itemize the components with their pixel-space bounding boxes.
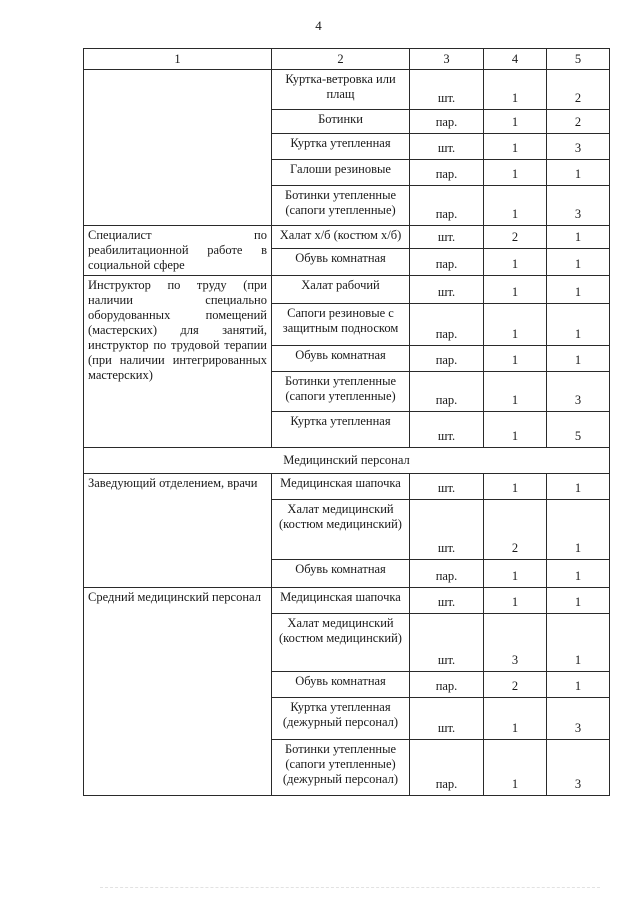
item-name-cell: Халат х/б (костюм х/б) — [272, 226, 410, 249]
unit-cell: пар. — [410, 110, 484, 134]
item-name-cell: Куртка утепленная — [272, 134, 410, 160]
term-cell: 1 — [547, 276, 610, 304]
unit-cell: пар. — [410, 304, 484, 346]
unit-cell: шт. — [410, 226, 484, 249]
item-name-cell: Обувь комнатная — [272, 346, 410, 372]
term-cell: 1 — [547, 500, 610, 560]
unit-cell: шт. — [410, 698, 484, 740]
unit-cell: пар. — [410, 249, 484, 276]
position-cell: Средний медицинский персонал — [84, 588, 272, 796]
quantity-cell: 1 — [484, 474, 547, 500]
term-cell: 1 — [547, 672, 610, 698]
item-name-cell: Куртка утепленная — [272, 412, 410, 448]
term-cell: 3 — [547, 134, 610, 160]
clothing-norms-table — [83, 48, 610, 796]
unit-cell: пар. — [410, 672, 484, 698]
quantity-cell: 2 — [484, 500, 547, 560]
term-cell: 5 — [547, 412, 610, 448]
unit-cell: шт. — [410, 276, 484, 304]
quantity-cell: 1 — [484, 110, 547, 134]
position-cell — [84, 70, 272, 226]
unit-cell: пар. — [410, 346, 484, 372]
item-name-cell: Ботинки утепленные (сапоги утепленные) — [272, 186, 410, 226]
term-cell: 1 — [547, 588, 610, 614]
table-row — [84, 588, 610, 614]
unit-cell: пар. — [410, 372, 484, 412]
unit-cell: шт. — [410, 614, 484, 672]
term-cell: 1 — [547, 160, 610, 186]
table-row — [84, 226, 610, 249]
term-cell: 1 — [547, 560, 610, 588]
position-cell: Инструктор по труду (при наличии специально оборудованных помещений (мастерских) для занятий, инструктор по трудовой терапии (при наличии интегрированных мастерских) — [84, 276, 272, 448]
quantity-cell: 3 — [484, 614, 547, 672]
table-row — [84, 474, 610, 500]
quantity-cell: 1 — [484, 186, 547, 226]
item-name-cell: Обувь комнатная — [272, 672, 410, 698]
term-cell: 3 — [547, 698, 610, 740]
term-cell: 3 — [547, 740, 610, 796]
section-title: Медицинский персонал — [84, 448, 610, 474]
item-name-cell: Халат рабочий — [272, 276, 410, 304]
item-name-cell: Медицинская шапочка — [272, 588, 410, 614]
unit-cell: шт. — [410, 134, 484, 160]
position-cell: Специалист по реабилитационной работе в социальной сфере — [84, 226, 272, 276]
term-cell: 2 — [547, 70, 610, 110]
item-name-cell: Халат медицинский (костюм медицинский) — [272, 500, 410, 560]
item-name-cell: Ботинки утепленные (сапоги утепленные) (дежурный персонал) — [272, 740, 410, 796]
unit-cell: пар. — [410, 160, 484, 186]
header-cell-5: 5 — [547, 49, 610, 70]
unit-cell: шт. — [410, 474, 484, 500]
page-number: 4 — [315, 18, 322, 33]
term-cell: 1 — [547, 249, 610, 276]
header-cell-1: 1 — [84, 49, 272, 70]
term-cell: 3 — [547, 372, 610, 412]
header-row — [84, 49, 610, 70]
quantity-cell: 1 — [484, 346, 547, 372]
item-name-cell: Обувь комнатная — [272, 560, 410, 588]
quantity-cell: 1 — [484, 134, 547, 160]
item-name-cell: Ботинки утепленные (сапоги утепленные) — [272, 372, 410, 412]
unit-cell: пар. — [410, 560, 484, 588]
term-cell: 1 — [547, 304, 610, 346]
item-name-cell: Халат медицинский (костюм медицинский) — [272, 614, 410, 672]
item-name-cell: Обувь комнатная — [272, 249, 410, 276]
quantity-cell: 1 — [484, 276, 547, 304]
unit-cell: пар. — [410, 186, 484, 226]
quantity-cell: 1 — [484, 70, 547, 110]
table-row — [84, 70, 610, 110]
table-row — [84, 276, 610, 304]
quantity-cell: 1 — [484, 249, 547, 276]
quantity-cell: 1 — [484, 588, 547, 614]
quantity-cell: 1 — [484, 304, 547, 346]
term-cell: 2 — [547, 110, 610, 134]
item-name-cell: Куртка утепленная (дежурный персонал) — [272, 698, 410, 740]
item-name-cell: Галоши резиновые — [272, 160, 410, 186]
quantity-cell: 1 — [484, 372, 547, 412]
term-cell: 1 — [547, 346, 610, 372]
table-body — [84, 49, 610, 796]
item-name-cell: Куртка-ветровка или плащ — [272, 70, 410, 110]
unit-cell: шт. — [410, 70, 484, 110]
header-cell-2: 2 — [272, 49, 410, 70]
unit-cell: шт. — [410, 588, 484, 614]
term-cell: 1 — [547, 226, 610, 249]
item-name-cell: Ботинки — [272, 110, 410, 134]
quantity-cell: 1 — [484, 740, 547, 796]
header-cell-3: 3 — [410, 49, 484, 70]
section-row — [84, 448, 610, 474]
item-name-cell: Сапоги резиновые с защитным подноском — [272, 304, 410, 346]
quantity-cell: 1 — [484, 412, 547, 448]
term-cell: 1 — [547, 614, 610, 672]
term-cell: 1 — [547, 474, 610, 500]
quantity-cell: 2 — [484, 672, 547, 698]
term-cell: 3 — [547, 186, 610, 226]
unit-cell: шт. — [410, 412, 484, 448]
item-name-cell: Медицинская шапочка — [272, 474, 410, 500]
position-cell: Заведующий отделением, врачи — [84, 474, 272, 588]
scan-artifact-line — [100, 887, 600, 890]
unit-cell: пар. — [410, 740, 484, 796]
unit-cell: шт. — [410, 500, 484, 560]
quantity-cell: 1 — [484, 698, 547, 740]
quantity-cell: 1 — [484, 160, 547, 186]
quantity-cell: 1 — [484, 560, 547, 588]
header-cell-4: 4 — [484, 49, 547, 70]
quantity-cell: 2 — [484, 226, 547, 249]
